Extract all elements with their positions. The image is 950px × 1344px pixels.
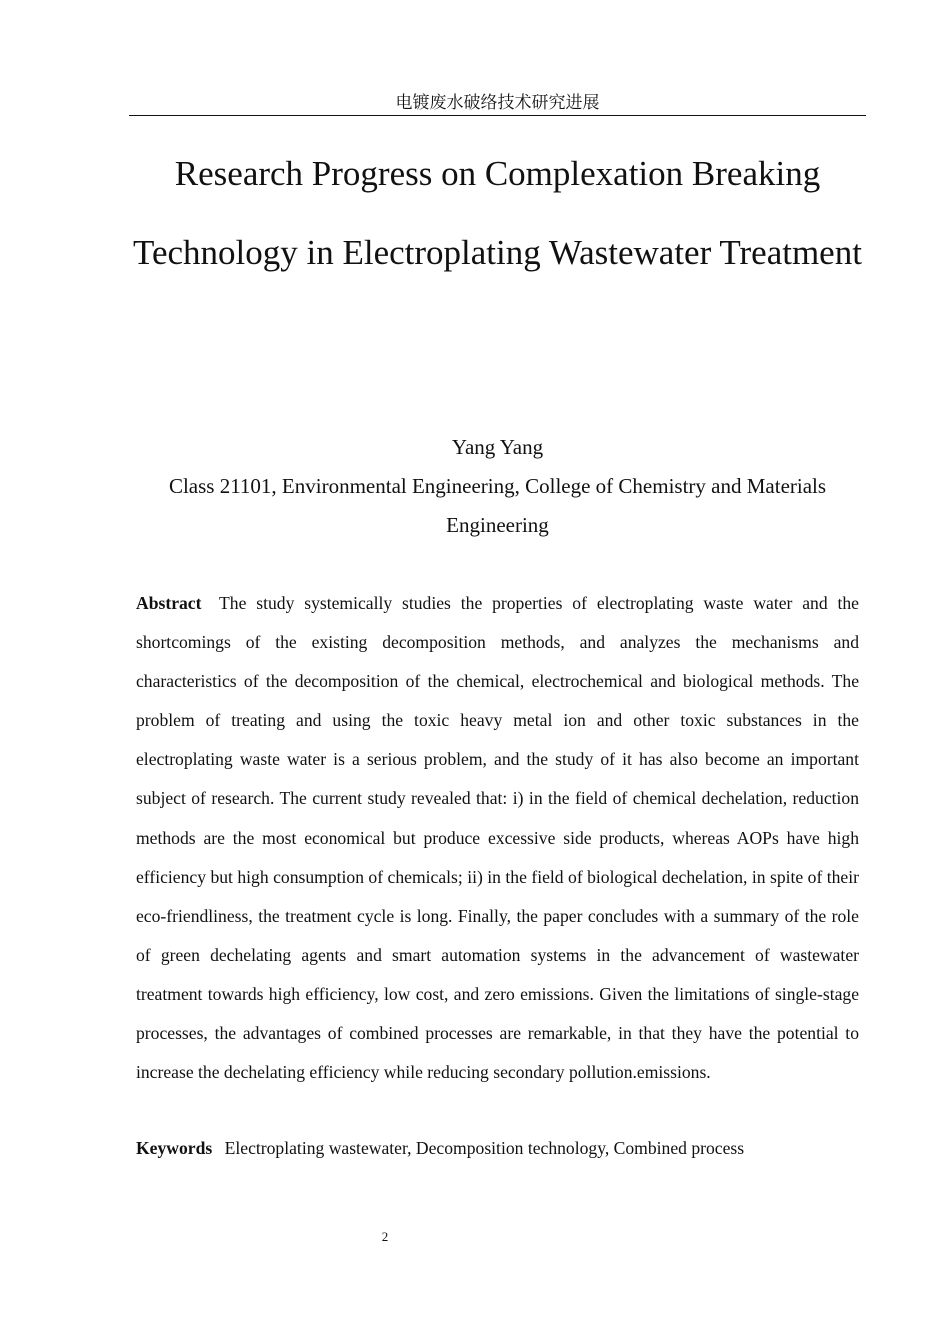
keywords	[136, 1129, 859, 1168]
header-rule	[129, 115, 866, 116]
author-block	[120, 428, 875, 545]
page-number: 2	[381, 1229, 389, 1244]
keywords-label: Keywords	[136, 1138, 213, 1158]
paper-title: Research Progress on Complexation Breaking Technology in Electroplating Wastewater Treatment	[133, 154, 862, 272]
keywords-text: Electroplating wastewater, Decomposition technology, Combined process	[224, 1138, 745, 1158]
running-header: 电镀废水破络技术研究进展	[395, 93, 600, 113]
author-affiliation: Class 21101, Environmental Engineering, College of Chemistry and Materials Engineering	[168, 474, 827, 537]
author-name: Yang Yang	[451, 435, 544, 459]
abstract	[136, 584, 859, 1092]
abstract-text: The study systemically studies the properties of electroplating waste water and the shortcomings of the existing decomposition methods, and analyzes the mechanisms and characteristics of the decomposition of the chemical, electrochemical and biological methods. The problem of treating and using the toxic heavy metal ion and other toxic substances in the electroplating waste water is a serious problem, and the study of it has also become an important subject of research. The current study revealed that: i) in the field of chemical dechelation, reduction methods are the most economical but produce excessive side products, whereas AOPs have high efficiency but high consumption of chemicals; ii) in the field of biological dechelation, in spite of their eco-friendliness, the treatment cycle is long. Finally, the paper concludes with a summary of the role of green dechelating agents and smart automation systems in the advancement of wastewater treatment towards high efficiency, low cost, and zero emissions. Given the limitations of single-stage processes, the advantages of combined processes are remarkable, in that they have the potential to increase the dechelating efficiency while reducing secondary pollution.emissions.	[136, 593, 859, 1083]
abstract-label: Abstract	[136, 593, 202, 613]
